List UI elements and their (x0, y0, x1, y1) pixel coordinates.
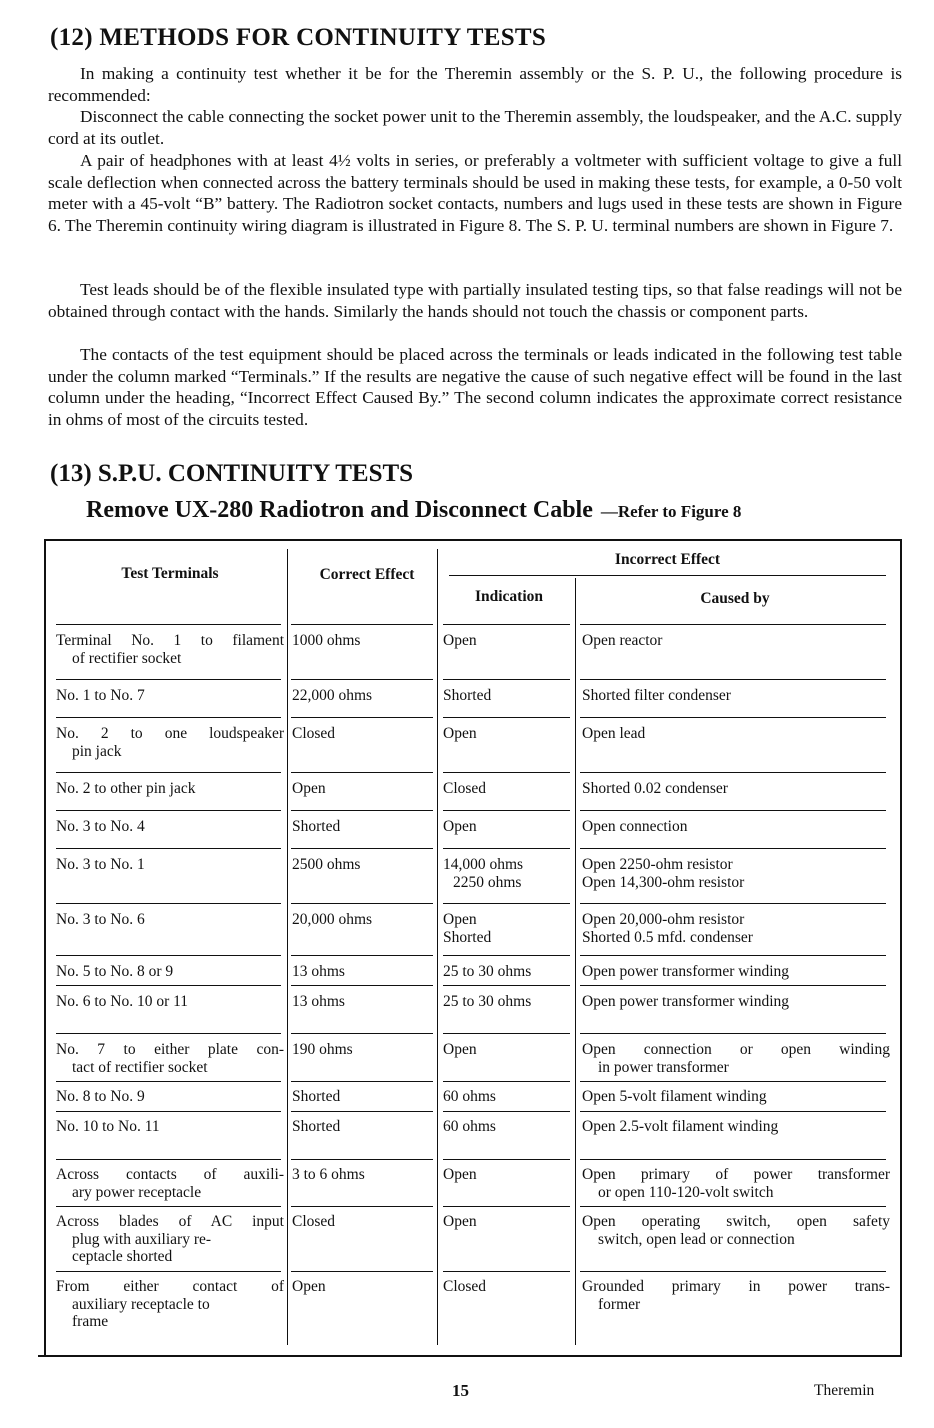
table-cell-caused-by (582, 1088, 890, 1106)
cell-line: Open (443, 725, 477, 742)
table-cell-terminals (56, 963, 284, 981)
row-rule (56, 1111, 281, 1112)
cell-line: No. 8 to No. 9 (56, 1088, 145, 1105)
row-rule (443, 1206, 570, 1207)
row-rule (580, 848, 886, 849)
cell-line: Open 5-volt filament winding (582, 1088, 767, 1105)
row-rule (443, 903, 570, 904)
cell-line: Open primary of power transformer (582, 1166, 890, 1183)
cell-line: 60 ohms (443, 1118, 496, 1135)
section-12-title: (12) METHODS FOR CONTINUITY TESTS (50, 24, 547, 51)
table-cell-caused-by (582, 963, 890, 981)
table-cell-correct (292, 1118, 432, 1136)
cell-line: Open (443, 632, 477, 649)
cell-line: No. 3 to No. 6 (56, 911, 145, 928)
row-rule (56, 1033, 281, 1034)
cell-line: From either contact of (56, 1278, 284, 1295)
table-cell-correct (292, 1278, 432, 1296)
cell-line: ary power receptacle (72, 1183, 202, 1201)
row-rule (291, 1159, 433, 1160)
paragraph-3: A pair of headphones with at least 4½ volts in series, or preferably a voltmeter with sufficient voltage to give a full scale deflection when connected across the battery terminals should be used in making these tests, for example, a 0-50 volt meter with a 45-volt “B” battery. The Radiotron socket contacts, numbers and lugs used in these tests are shown in Figure 6. The Theremin continuity wiring diagram is illustrated in Figure 8. The S. P. U. terminal numbers are shown in Figure 7. (48, 151, 902, 235)
cell-line: Closed (443, 1278, 487, 1295)
cell-line: Shorted 0.02 condenser (582, 780, 728, 797)
cell-line: or open 110-120-volt switch (598, 1183, 774, 1201)
table-border-bottom (38, 1355, 901, 1357)
table-cell-indication (443, 1278, 573, 1296)
cell-line: Grounded primary in power trans- (582, 1278, 890, 1295)
row-rule (56, 1271, 281, 1272)
cell-line: Shorted (443, 928, 492, 946)
cell-line: Shorted (292, 1088, 341, 1105)
table-cell-indication (443, 1118, 573, 1136)
table-cell-terminals (56, 687, 284, 705)
row-rule (443, 679, 570, 680)
row-rule (443, 1111, 570, 1112)
row-rule (580, 1271, 886, 1272)
row-rule (56, 772, 281, 773)
cell-line: Open 2250-ohm resistor (582, 856, 733, 873)
cell-line: No. 7 to either plate con- (56, 1041, 284, 1058)
row-rule (56, 810, 281, 811)
table-cell-caused-by (582, 1278, 890, 1313)
table-cell-caused-by (582, 687, 890, 705)
cell-line: tact of rectifier socket (72, 1058, 208, 1076)
table-cell-correct (292, 856, 432, 874)
subtitle-reference: —Refer to Figure 8 (600, 502, 742, 521)
table-border-left (44, 539, 46, 1357)
column-divider-1 (287, 549, 288, 1345)
cell-line: 190 ohms (292, 1041, 353, 1058)
cell-line: Open connection (582, 818, 688, 835)
cell-line: Shorted (443, 687, 492, 704)
table-cell-correct (292, 1041, 432, 1059)
cell-line: No. 5 to No. 8 or 9 (56, 963, 174, 980)
row-rule (580, 624, 886, 625)
row-rule (443, 848, 570, 849)
table-cell-caused-by (582, 1213, 890, 1248)
row-rule (291, 848, 433, 849)
row-rule (580, 903, 886, 904)
cell-line: Closed (292, 1213, 336, 1230)
table-cell-terminals (56, 818, 284, 836)
row-rule (580, 810, 886, 811)
cell-line: 20,000 ohms (292, 911, 373, 928)
table-cell-caused-by (582, 1118, 890, 1136)
table-cell-correct (292, 911, 432, 929)
section-13-title: (13) S.P.U. CONTINUITY TESTS (50, 460, 414, 487)
table-cell-terminals (56, 1213, 284, 1266)
table-cell-indication (443, 963, 573, 981)
table-cell-indication (443, 993, 573, 1011)
row-rule (443, 1033, 570, 1034)
row-rule (291, 624, 433, 625)
paragraph-4: Test leads should be of the flexible insulated type with partially insulated testing tips, so that false readings will not be obtained through contact with the hands. Similarly the hands should not touch the chassis or component parts. (48, 280, 902, 321)
cell-line: No. 2 to one loudspeaker (56, 725, 284, 742)
row-rule (443, 1081, 570, 1082)
row-rule (580, 985, 886, 986)
cell-line: No. 6 to No. 10 or 11 (56, 993, 189, 1010)
row-rule (291, 717, 433, 718)
cell-line: 2500 ohms (292, 856, 361, 873)
cell-line: Shorted (292, 818, 341, 835)
cell-line: 13 ohms (292, 963, 345, 980)
cell-line: Open 2.5-volt filament winding (582, 1118, 779, 1135)
table-cell-correct (292, 963, 432, 981)
cell-line: Open power transformer winding (582, 963, 790, 980)
cell-line: Closed (443, 780, 487, 797)
row-rule (580, 679, 886, 680)
row-rule (56, 717, 281, 718)
row-rule (443, 1159, 570, 1160)
cell-line: Open lead (582, 725, 646, 742)
table-border-top (44, 539, 901, 541)
cell-line: Across blades of AC input (56, 1213, 284, 1230)
table-cell-indication (443, 1088, 573, 1106)
row-rule (56, 848, 281, 849)
row-rule (443, 1271, 570, 1272)
row-rule (580, 1206, 886, 1207)
column-divider-2 (437, 549, 438, 1345)
table-cell-caused-by (582, 1041, 890, 1076)
cell-line: Open (443, 911, 477, 928)
row-rule (291, 1111, 433, 1112)
cell-line: 60 ohms (443, 1088, 496, 1105)
cell-line: auxiliary receptacle to (72, 1295, 210, 1313)
cell-line: Open operating switch, open safety (582, 1213, 890, 1230)
row-rule (443, 772, 570, 773)
table-cell-indication (443, 911, 573, 946)
row-rule (443, 985, 570, 986)
row-rule (56, 1206, 281, 1207)
incorrect-effect-rule (449, 575, 886, 576)
cell-line: 3 to 6 ohms (292, 1166, 365, 1183)
row-rule (291, 903, 433, 904)
row-rule (580, 1081, 886, 1082)
header-indication: Indication (474, 588, 544, 605)
header-test-terminals: Test Terminals (121, 565, 219, 582)
row-rule (56, 1159, 281, 1160)
cell-line: Open power transformer winding (582, 993, 790, 1010)
row-rule (443, 955, 570, 956)
table-cell-correct (292, 687, 432, 705)
table-cell-correct (292, 1166, 432, 1184)
cell-line: Open reactor (582, 632, 663, 649)
table-cell-indication (443, 1041, 573, 1059)
header-correct-effect: Correct Effect (319, 566, 415, 583)
header-caused-by: Caused by (700, 590, 770, 607)
row-rule (580, 955, 886, 956)
cell-line: 14,000 ohms (443, 856, 524, 873)
cell-line: 2250 ohms (453, 873, 522, 891)
table-cell-terminals (56, 1166, 284, 1201)
row-rule (56, 955, 281, 956)
row-rule (291, 772, 433, 773)
table-cell-correct (292, 818, 432, 836)
table-cell-caused-by (582, 993, 890, 1011)
table-cell-indication (443, 1166, 573, 1184)
table-cell-terminals (56, 725, 284, 760)
table-cell-correct (292, 632, 432, 650)
cell-line: Open connection or open winding (582, 1041, 890, 1058)
table-cell-terminals (56, 856, 284, 874)
table-cell-terminals (56, 1041, 284, 1076)
table-cell-caused-by (582, 911, 890, 946)
cell-line: No. 10 to No. 11 (56, 1118, 160, 1135)
row-rule (291, 955, 433, 956)
table-cell-terminals (56, 780, 284, 798)
row-rule (291, 1081, 433, 1082)
row-rule (443, 624, 570, 625)
row-rule (580, 1111, 886, 1112)
table-cell-caused-by (582, 856, 890, 891)
paragraph-1: In making a continuity test whether it be for the Theremin assembly or the S. P. U., the following procedure is recommended: (48, 64, 902, 105)
row-rule (291, 1033, 433, 1034)
subtitle-text: Remove UX-280 Radiotron and Disconnect Cable (86, 497, 593, 523)
cell-line: Closed (292, 725, 336, 742)
row-rule (56, 1081, 281, 1082)
table-cell-caused-by (582, 818, 890, 836)
table-cell-terminals (56, 632, 284, 667)
cell-line: of rectifier socket (72, 649, 182, 667)
row-rule (291, 810, 433, 811)
cell-line: No. 1 to No. 7 (56, 687, 145, 704)
page-number: 15 (452, 1381, 469, 1400)
cell-line: switch, open lead or connection (598, 1230, 795, 1248)
table-cell-indication (443, 687, 573, 705)
table-cell-correct (292, 725, 432, 743)
table-cell-indication (443, 1213, 573, 1231)
cell-line: No. 3 to No. 1 (56, 856, 145, 873)
table-cell-terminals (56, 1278, 284, 1331)
table-cell-caused-by (582, 632, 890, 650)
cell-line: in power transformer (598, 1058, 729, 1076)
cell-line: Open (443, 818, 477, 835)
column-divider-3 (575, 578, 576, 1345)
row-rule (291, 1206, 433, 1207)
table-cell-correct (292, 780, 432, 798)
cell-line: No. 3 to No. 4 (56, 818, 145, 835)
table-cell-terminals (56, 1118, 284, 1136)
cell-line: Open (292, 1278, 326, 1295)
cell-line: Shorted (292, 1118, 341, 1135)
cell-line: plug with auxiliary re- (72, 1230, 212, 1248)
cell-line: frame (72, 1313, 109, 1330)
cell-line: Across contacts of auxili- (56, 1166, 284, 1183)
paragraph-5: The contacts of the test equipment should be placed across the terminals or leads indicated in the following test table under the column marked “Terminals.” If the results are negative the cause of such negative effect will be found in the last column under the heading, “Incorrect Effect Caused By.” The second column indicates the approximate correct resistance in ohms of most of the circuits tested. (48, 345, 902, 429)
row-rule (56, 624, 281, 625)
table-cell-terminals (56, 993, 284, 1011)
header-incorrect-effect: Incorrect Effect (614, 551, 721, 568)
table-cell-correct (292, 1213, 432, 1231)
cell-line: 22,000 ohms (292, 687, 373, 704)
cell-line: Open (443, 1213, 477, 1230)
table-cell-terminals (56, 911, 284, 929)
cell-line: Terminal No. 1 to filament (56, 632, 284, 649)
cell-line: Shorted 0.5 mfd. condenser (582, 928, 753, 946)
cell-line: 1000 ohms (292, 632, 361, 649)
cell-line: No. 2 to other pin jack (56, 780, 196, 797)
row-rule (291, 679, 433, 680)
row-rule (580, 717, 886, 718)
table-border-right (900, 539, 902, 1357)
table-cell-correct (292, 993, 432, 1011)
cell-line: 25 to 30 ohms (443, 993, 532, 1010)
row-rule (56, 985, 281, 986)
cell-line: Open 14,300-ohm resistor (582, 873, 745, 891)
row-rule (580, 1159, 886, 1160)
cell-line: former (598, 1295, 641, 1313)
cell-line: Open 20,000-ohm resistor (582, 911, 745, 928)
row-rule (580, 772, 886, 773)
footer-title: Theremin (814, 1382, 875, 1399)
cell-line: Open (443, 1166, 477, 1183)
paragraph-2: Disconnect the cable connecting the socket power unit to the Theremin assembly, the loudspeaker, and the A.C. supply cord at its outlet. (48, 107, 902, 148)
cell-line: Shorted filter condenser (582, 687, 731, 704)
row-rule (443, 717, 570, 718)
cell-line: 13 ohms (292, 993, 345, 1010)
table-cell-indication (443, 725, 573, 743)
row-rule (291, 1271, 433, 1272)
cell-line: ceptacle shorted (72, 1248, 173, 1265)
row-rule (580, 1033, 886, 1034)
row-rule (291, 985, 433, 986)
table-cell-caused-by (582, 725, 890, 743)
cell-line: 25 to 30 ohms (443, 963, 532, 980)
cell-line: Open (292, 780, 326, 797)
table-cell-indication (443, 780, 573, 798)
table-cell-indication (443, 818, 573, 836)
table-cell-terminals (56, 1088, 284, 1106)
row-rule (443, 810, 570, 811)
table-cell-correct (292, 1088, 432, 1106)
table-cell-indication (443, 632, 573, 650)
row-rule (56, 903, 281, 904)
table-cell-caused-by (582, 1166, 890, 1201)
table-cell-indication (443, 856, 573, 891)
cell-line: pin jack (72, 742, 122, 760)
row-rule (56, 679, 281, 680)
cell-line: Open (443, 1041, 477, 1058)
table-cell-caused-by (582, 780, 890, 798)
